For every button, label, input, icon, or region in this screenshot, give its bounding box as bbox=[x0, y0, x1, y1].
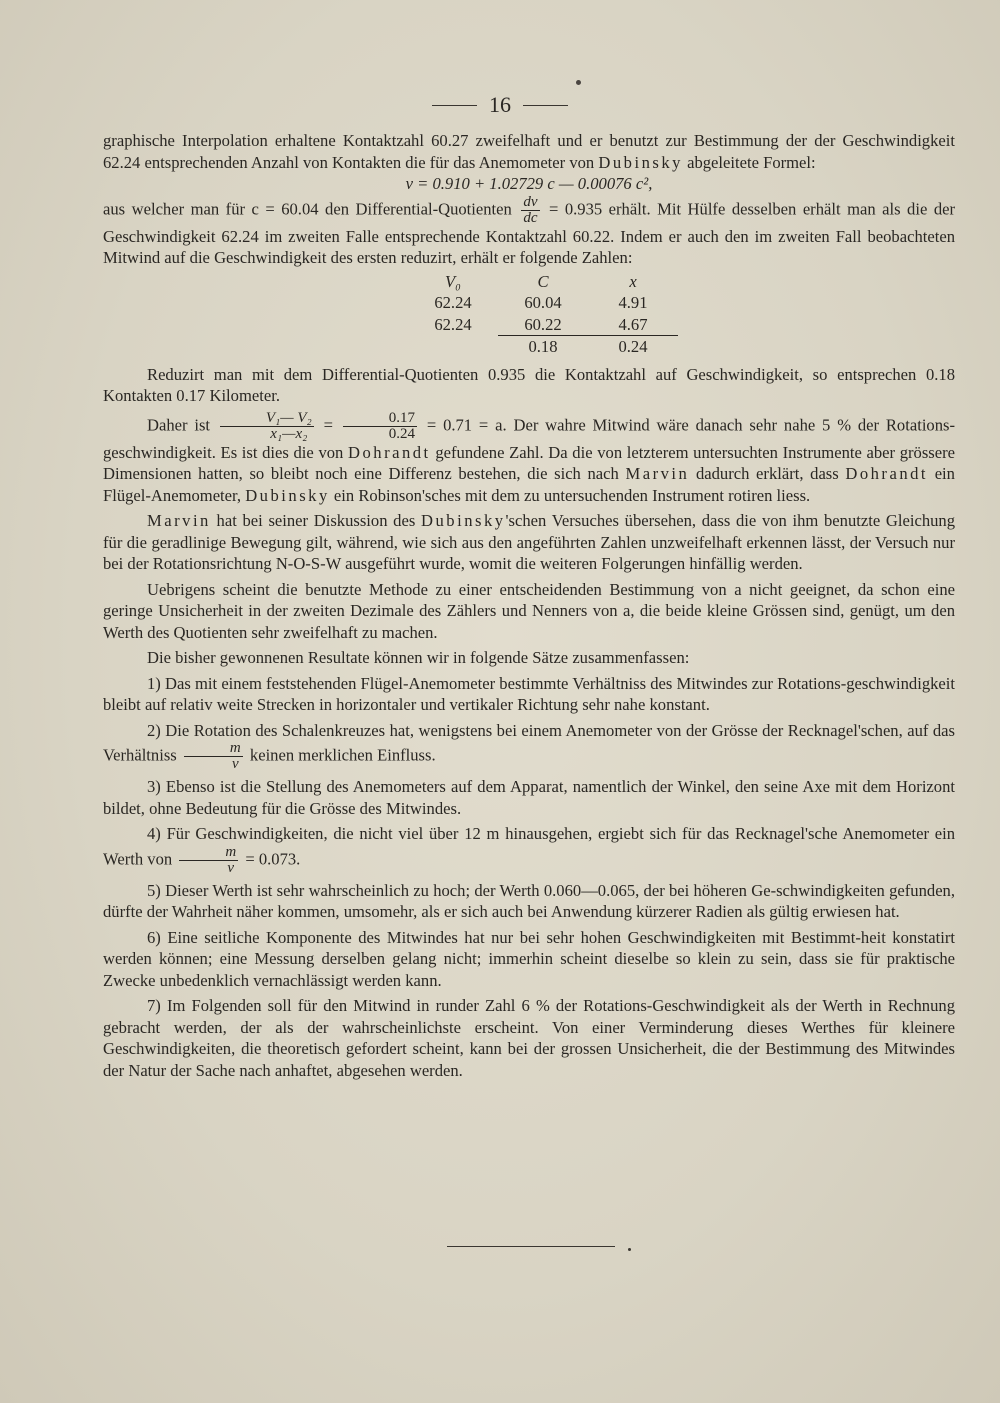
footer-dot bbox=[628, 1248, 631, 1251]
table-cell: 60.22 bbox=[498, 314, 588, 336]
page-header bbox=[0, 90, 1000, 120]
table-row bbox=[408, 292, 678, 314]
statement-7: 7) Im Folgenden soll für den Mitwind in runder Zahl 6 % der Rotations-Geschwindigkeit als der Werth in Rechnung gebracht werden, der als der wahrscheinlichste erscheint. Von einer Verminderung dieses Werthes für kleinere Geschwindigkeiten, die theoretisch gefordert scheint, kann bei der grossen Unsicherheit, die der Bestimmung des Mitwindes der Natur der Sache nach anhaftet, abgesehen werden. bbox=[103, 996, 955, 1080]
table-header: C bbox=[537, 271, 549, 291]
header-rule-right bbox=[523, 105, 568, 106]
paragraph-7: Die bisher gewonnenen Resultate können wir in folgende Sätze zusammenfassen: bbox=[147, 648, 690, 667]
paragraph-6: Uebrigens scheint die benutzte Methode zu einer entscheidenden Bestimmung von a nicht geeignet, da schon eine geringe Unsicherheit in der zweiten Dezimale des Zählers und Nenners von a, die beide kleine Grössen sind, genügt, um den Werth des Quotienten sehr zweifelhaft zu machen. bbox=[103, 579, 955, 642]
page-number: 16 bbox=[489, 92, 511, 117]
fraction-v-x: $\frac{\text{V₁— V₂}}{\text{x₁—x₂}}$ bbox=[220, 411, 314, 442]
fraction-017-024: $\frac{0.17}{0.24}$ bbox=[343, 411, 417, 442]
fraction-m-v: $\frac{m}{v}$ bbox=[184, 741, 243, 772]
table-row bbox=[408, 314, 678, 336]
fraction-m-v: $\frac{m}{v}$ bbox=[179, 845, 238, 876]
paragraph-4: Daher ist $\frac{\text{V₁— V₂}}{\text{x₁—x₂}}$ = $\frac{0.17}{0.24}$ = 0.71 = a. Der wahre Mitwind wäre danach sehr nahe 5 % der Rotations-geschwindigkeit. Es ist dies die von Dohrandt gefundene Zahl. Da die von letzterem untersuchten Instrumente aber grössere Dimensionen hatten, so bleibt noch eine Differenz bestehen, die sich nach Marvin dadurch erklärt, dass Dohrandt ein Flügel-Anemometer, Dubinsky ein Robinson'sches mit dem zu untersuchenden Instrument rotiren liess. bbox=[103, 409, 956, 505]
header-rule-left bbox=[432, 105, 477, 106]
statement-3: 3) Ebenso ist die Stellung des Anemometers auf dem Apparat, namentlich der Winkel, den seine Axe mit dem Horizont bildet, ohne Bedeutung für die Grösse des Mitwindes. bbox=[103, 777, 955, 818]
statement-2: 2) Die Rotation des Schalenkreuzes hat, wenigstens bei einem Anemometer von der Grösse der Recknagel'schen, auf das Verhältniss $\frac{m}{v}$ keinen merklichen Einfluss. bbox=[103, 720, 955, 772]
fraction-dv-dc: $\frac{dv}{dc}$ bbox=[523, 193, 538, 226]
paragraph-5: Marvin hat bei seiner Diskussion des Dubinsky'schen Versuches übersehen, dass die von ihm benutzte Gleichung für die geradlinige Bewegung gilt, während, wie sich aus den angeführten Zahlen unzweifelhaft erkennen lässt, der Versuch nur bei der Rotationsrichtung N-O-S-W ausgeführt wurde, womit die weiteren Folgerungen hinfällig werden. bbox=[103, 511, 956, 573]
values-table bbox=[408, 271, 678, 358]
table-header: V₀ bbox=[445, 271, 461, 291]
table-diff-cell: 0.18 bbox=[528, 337, 558, 356]
table-cell: 62.24 bbox=[434, 314, 472, 334]
formula-velocity: v = 0.910 + 1.02729 c — 0.00076 c², bbox=[405, 174, 653, 193]
statement-6: 6) Eine seitliche Komponente des Mitwindes hat nur bei sehr hohen Geschwindigkeiten mit Bestimmt-heit konstatirt werden können; eine Messung derselben gelang nicht; immerhin scheint dieselbe so klein zu sein, dass sie für praktische Zwecke unbedenklich vernachlässigt werden kann. bbox=[103, 927, 955, 990]
body-text bbox=[103, 130, 955, 1081]
statement-4: 4) Für Geschwindigkeiten, die nicht viel über 12 m hinausgehen, ergiebt sich für das Recknagel'sche Anemometer ein Werth von $\frac{m}{v}$ = 0.073. bbox=[103, 824, 955, 876]
paragraph-3: Reduzirt man mit dem Differential-Quotienten 0.935 die Kontaktzahl auf Geschwindigkeit, so entsprechen 0.18 Kontakten 0.17 Kilometer. bbox=[103, 364, 955, 405]
table-cell: 60.04 bbox=[524, 293, 562, 312]
ink-speck bbox=[576, 80, 581, 85]
table-diff-cell: 0.24 bbox=[618, 337, 648, 356]
author-name: Dubinsky bbox=[598, 152, 683, 172]
table-cell: 4.91 bbox=[618, 293, 648, 312]
table-row bbox=[408, 336, 678, 358]
table-header: x bbox=[629, 271, 637, 291]
paragraph-1: graphische Interpolation erhaltene Kontaktzahl 60.27 zweifelhaft und er benutzt zur Bestimmung der der Geschwindigkeit 62.24 entsprechenden Anzahl von Kontakten die für das Anemometer von Dubinsky abgeleitete Formel: bbox=[103, 131, 955, 172]
footer-rule bbox=[447, 1246, 615, 1247]
table-cell: 4.67 bbox=[588, 314, 678, 336]
statement-1: 1) Das mit einem feststehenden Flügel-Anemometer bestimmte Verhältniss des Mitwindes zur Rotations-geschwindigkeit bleibt auf relativ weite Strecken in horizontaler und vertikaler Richtung sehr nahe konstant. bbox=[103, 673, 955, 714]
statement-5: 5) Dieser Werth ist sehr wahrscheinlich zu hoch; der Werth 0.060—0.065, der bei höheren Ge-schwindigkeiten gefunden, dürfte der Wahrheit näher kommen, umsomehr, als er sich auch bei Anwendung kürzerer Radien als gültig erwiesen hat. bbox=[103, 880, 955, 921]
table-cell: 62.24 bbox=[434, 293, 472, 312]
paragraph-2: aus welcher man für c = 60.04 den Differential-Quotienten $\frac{dv}{dc}$ = 0.935 erhält. Mit Hülfe desselben erhält man als die der Geschwindigkeit 62.24 im zweiten Falle entsprechende Kontaktzahl 60.22. Indem er auch den im zweiten Fall beobachteten Mitwind auf die Geschwindigkeit des ersten reduzirt, erhält er folgende Zahlen: bbox=[103, 193, 956, 267]
